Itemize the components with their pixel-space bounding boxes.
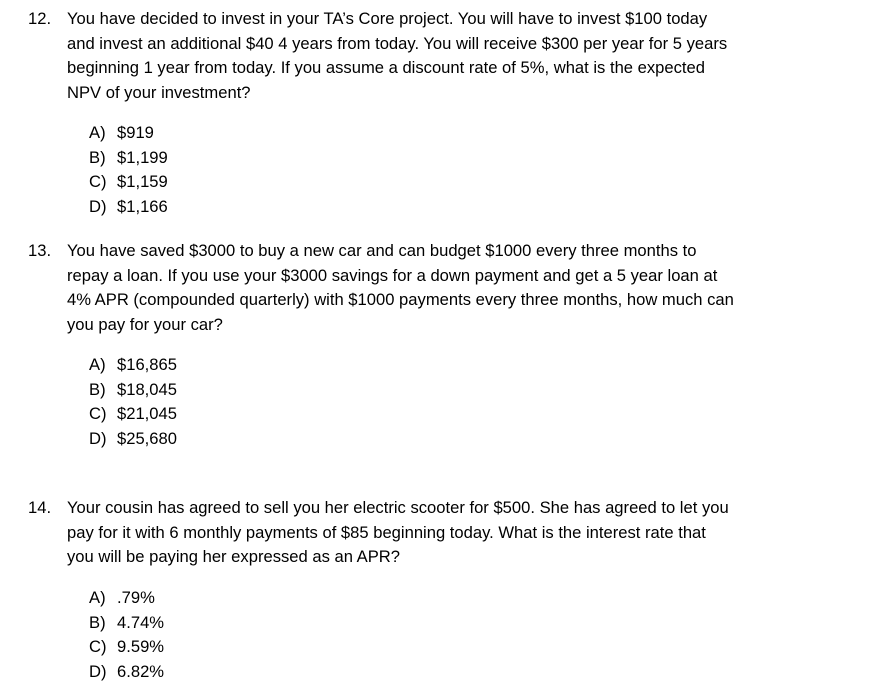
answer-choices-14 — [89, 586, 164, 684]
answer-choice — [89, 353, 177, 378]
choice-text: $1,159 — [117, 172, 168, 191]
question-line: beginning 1 year from today. If you assume a discount rate of 5%, what is the expected — [67, 58, 705, 77]
answer-choice — [89, 121, 168, 146]
answer-choice — [89, 635, 164, 660]
answer-choice — [89, 170, 168, 195]
answer-choice — [89, 660, 164, 685]
choice-text: 6.82% — [117, 661, 165, 681]
question-text — [67, 239, 827, 337]
question-number: 12. — [28, 9, 52, 28]
choice-text: 9.59% — [117, 637, 165, 656]
choice-letter: B) — [89, 147, 106, 167]
question-text — [67, 7, 827, 105]
question-line: repay a loan. If you use your $3000 savings for a down payment and get a 5 year loan at — [67, 265, 718, 285]
choice-letter: C) — [89, 172, 107, 191]
choice-text: 4.74% — [117, 612, 165, 632]
answer-choices-12 — [89, 121, 168, 219]
choice-letter: D) — [89, 661, 107, 681]
question-line: you will be paying her expressed as an APR? — [67, 547, 400, 566]
question-text — [67, 496, 827, 570]
question-number: 13. — [28, 241, 52, 260]
choice-letter: C) — [89, 404, 107, 423]
choice-letter: B) — [89, 612, 106, 632]
answer-choice — [89, 586, 164, 611]
answer-choice — [89, 427, 177, 452]
question-line: You have saved $3000 to buy a new car and can budget $1000 every three months to — [67, 241, 697, 260]
question-line: 4% APR (compounded quarterly) with $1000 payments every three months, how much can — [67, 290, 734, 309]
question-line: pay for it with 6 monthly payments of $85 beginning today. What is the interest rate that — [67, 522, 706, 542]
question-line: Your cousin has agreed to sell you her electric scooter for $500. She has agreed to let you — [67, 498, 729, 517]
answer-choice — [89, 195, 168, 220]
choice-text: $25,680 — [117, 428, 177, 448]
answer-choice — [89, 402, 177, 427]
choice-text: $16,865 — [117, 355, 177, 374]
choice-letter: C) — [89, 637, 107, 656]
choice-letter: D) — [89, 428, 107, 448]
choice-letter: A) — [89, 588, 106, 607]
choice-text: $1,199 — [117, 147, 168, 167]
choice-text: $18,045 — [117, 379, 177, 399]
answer-choice — [89, 146, 168, 171]
choice-text: .79% — [117, 588, 155, 607]
answer-choice — [89, 611, 164, 636]
choice-letter: D) — [89, 196, 107, 216]
question-line: You have decided to invest in your TA’s Core project. You will have to invest $100 today — [67, 9, 708, 28]
choice-text: $1,166 — [117, 196, 168, 216]
question-number: 14. — [28, 498, 52, 517]
answer-choice — [89, 378, 177, 403]
question-line: and invest an additional $40 4 years from today. You will receive $300 per year for 5 years — [67, 33, 728, 53]
choice-text: $919 — [117, 123, 154, 142]
choice-letter: A) — [89, 355, 106, 374]
choice-letter: B) — [89, 379, 106, 399]
question-line: you pay for your car? — [67, 314, 223, 334]
choice-letter: A) — [89, 123, 106, 142]
question-line: NPV of your investment? — [67, 82, 251, 102]
answer-choices-13 — [89, 353, 177, 451]
choice-text: $21,045 — [117, 404, 177, 423]
